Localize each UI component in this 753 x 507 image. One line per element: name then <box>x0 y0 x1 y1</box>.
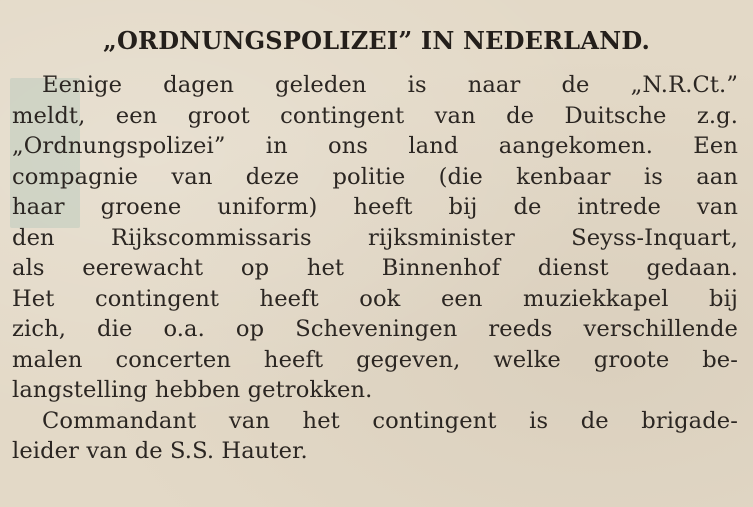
body-line: Commandant van het contingent is de brigade- <box>42 407 738 434</box>
body-line: Het contingent heeft ook een muziekkapel bij <box>12 285 738 312</box>
body-line: compagnie van deze politie (die kenbaar is aan <box>12 163 738 190</box>
body-line: „Ordnungspolizei” in ons land aangekomen. Een <box>12 133 738 159</box>
body-line: den Rijkscommissaris rijksminister Seyss-Inquart, <box>12 224 738 251</box>
body-line: leider van de S.S. Hauter. <box>12 438 308 464</box>
body-line: Eenige dagen geleden is naar de „N.R.Ct.” <box>42 72 738 98</box>
article-body <box>12 70 738 467</box>
body-line: langstelling hebben getrokken. <box>12 377 373 403</box>
body-line: als eerewacht op het Binnenhof dienst gedaan. <box>12 255 738 281</box>
body-line: malen concerten heeft gegeven, welke groote be- <box>12 346 738 373</box>
body-line: haar groene uniform) heeft bij de intrede van <box>12 194 738 220</box>
article-headline: „ORDNUNGSPOLIZEI” IN NEDERLAND. <box>102 26 651 55</box>
body-line: meldt, een groot contingent van de Duitsche z.g. <box>12 102 738 129</box>
body-line: zich, die o.a. op Scheveningen reeds verschillende <box>12 316 738 342</box>
